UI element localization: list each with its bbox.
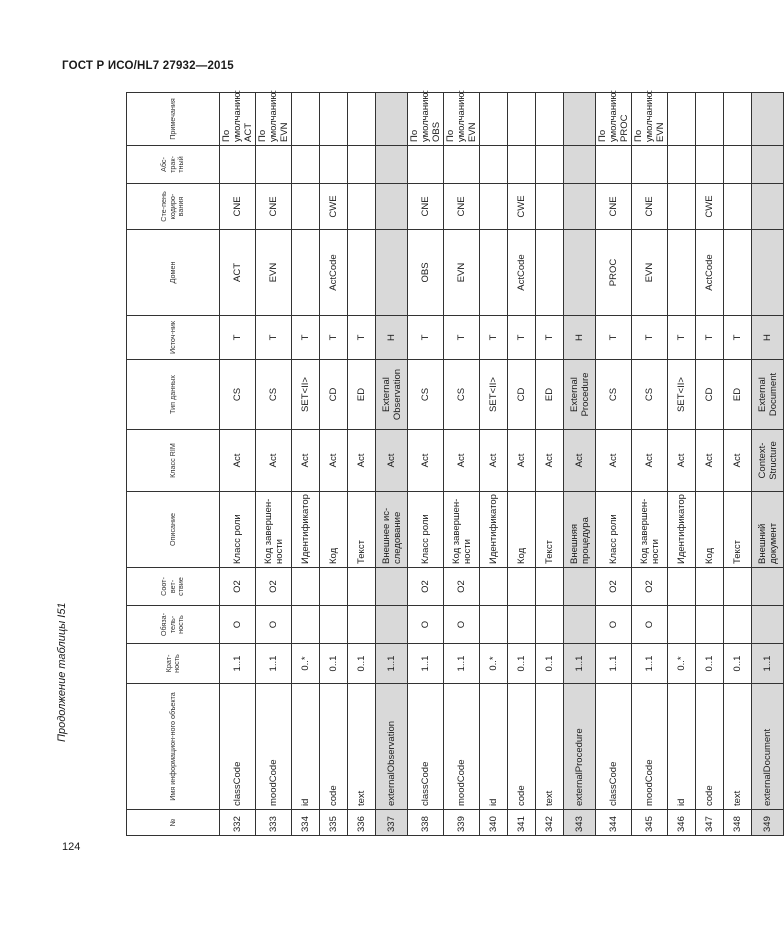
table-cell: externalDocument	[752, 684, 784, 810]
table-cell: 0..*	[668, 644, 696, 684]
table-cell: 1..1	[564, 644, 596, 684]
table-cell: T	[480, 316, 508, 360]
table-cell	[376, 606, 408, 644]
table-cell	[348, 146, 376, 184]
table-cell	[668, 606, 696, 644]
table-cell: O2	[220, 568, 256, 606]
table-cell: T	[632, 316, 668, 360]
table-cell: O2	[444, 568, 480, 606]
table-row	[408, 93, 444, 836]
table-cell	[480, 568, 508, 606]
table-cell: По умолчанию: OBS	[408, 93, 444, 146]
table-cell: Act	[376, 430, 408, 492]
table-cell: ED	[724, 360, 752, 430]
table-cell	[376, 230, 408, 316]
table-cell: id	[480, 684, 508, 810]
table-cell: Внешнее ис-следование	[376, 492, 408, 568]
table-cell	[508, 568, 536, 606]
table-cell	[376, 184, 408, 230]
table-cell	[480, 184, 508, 230]
table-cell: Класс роли	[220, 492, 256, 568]
table-cell	[696, 146, 724, 184]
table-cell: EVN	[256, 230, 292, 316]
table-cell: T	[256, 316, 292, 360]
table-cell: 336	[348, 810, 376, 836]
table-row	[596, 93, 632, 836]
table-cell	[348, 606, 376, 644]
table-cell: CNE	[632, 184, 668, 230]
table-cell: moodCode	[444, 684, 480, 810]
rotated-table-container	[126, 89, 779, 836]
table-cell: code	[508, 684, 536, 810]
table-cell: T	[348, 316, 376, 360]
table-row	[292, 93, 320, 836]
table-cell: PROC	[596, 230, 632, 316]
table-cell	[220, 146, 256, 184]
table-row	[564, 93, 596, 836]
table-cell	[668, 568, 696, 606]
table-cell: Код завершен-ности	[632, 492, 668, 568]
header-cell: Соот-вет-ствие	[127, 568, 220, 606]
table-cell: CS	[256, 360, 292, 430]
table-cell: O	[632, 606, 668, 644]
table-cell: T	[596, 316, 632, 360]
table-cell: O2	[408, 568, 444, 606]
header-cell: Домен	[127, 230, 220, 316]
table-row	[348, 93, 376, 836]
table-cell: Act	[348, 430, 376, 492]
table-cell: Act	[632, 430, 668, 492]
table-cell	[408, 146, 444, 184]
table-cell: SET<II>	[480, 360, 508, 430]
table-cell: CNE	[408, 184, 444, 230]
table-cell: CWE	[320, 184, 348, 230]
table-cell	[292, 568, 320, 606]
table-cell	[696, 568, 724, 606]
table-row	[632, 93, 668, 836]
table-cell: Текст	[724, 492, 752, 568]
table-cell: classCode	[220, 684, 256, 810]
header-cell: Абс-трак-тный	[127, 146, 220, 184]
table-cell: ActCode	[508, 230, 536, 316]
table-row	[256, 93, 292, 836]
table-cell: T	[536, 316, 564, 360]
table-cell: Код	[696, 492, 724, 568]
table-cell: 333	[256, 810, 292, 836]
table-cell	[696, 93, 724, 146]
table-cell	[724, 568, 752, 606]
table-cell: Act	[596, 430, 632, 492]
table-cell: ED	[348, 360, 376, 430]
table-cell	[536, 606, 564, 644]
table-cell: CS	[632, 360, 668, 430]
table-row	[320, 93, 348, 836]
table-cell: Act	[508, 430, 536, 492]
table-cell: EVN	[632, 230, 668, 316]
table-cell	[668, 230, 696, 316]
table-cell: classCode	[408, 684, 444, 810]
table-cell: CS	[596, 360, 632, 430]
table-row	[696, 93, 724, 836]
table-cell: Текст	[348, 492, 376, 568]
table-cell: moodCode	[632, 684, 668, 810]
table-cell	[696, 606, 724, 644]
table-cell: Идентификатор	[480, 492, 508, 568]
table-row	[376, 93, 408, 836]
table-cell: CWE	[508, 184, 536, 230]
table-cell: Act	[564, 430, 596, 492]
table-cell: text	[724, 684, 752, 810]
table-cell	[480, 606, 508, 644]
table-cell: ActCode	[696, 230, 724, 316]
table-cell	[292, 606, 320, 644]
table-cell	[752, 606, 784, 644]
table-cell	[752, 184, 784, 230]
table-row	[480, 93, 508, 836]
table-cell	[724, 230, 752, 316]
table-cell: Act	[408, 430, 444, 492]
table-cell	[320, 93, 348, 146]
table-header-row	[127, 93, 220, 836]
table-cell: text	[348, 684, 376, 810]
table-cell: T	[724, 316, 752, 360]
table-cell	[508, 606, 536, 644]
table-cell: Идентификатор	[292, 492, 320, 568]
table-cell: CD	[320, 360, 348, 430]
table-cell	[292, 230, 320, 316]
table-cell: 332	[220, 810, 256, 836]
table-cell	[564, 606, 596, 644]
table-cell	[480, 93, 508, 146]
table-cell: 341	[508, 810, 536, 836]
table-cell: Act	[220, 430, 256, 492]
table-cell: O	[596, 606, 632, 644]
table-cell: Класс роли	[596, 492, 632, 568]
table-cell: externalProcedure	[564, 684, 596, 810]
table-cell: Act	[320, 430, 348, 492]
header-cell: Сте-пень кодиро-вания	[127, 184, 220, 230]
table-cell: O	[256, 606, 292, 644]
table-cell: 342	[536, 810, 564, 836]
table-cell: 0..*	[292, 644, 320, 684]
table-cell: 346	[668, 810, 696, 836]
page-number: 124	[62, 841, 81, 853]
table-cell: По умолчанию: PROC	[596, 93, 632, 146]
table-cell: По умолчанию: ACT	[220, 93, 256, 146]
table-cell: Act	[724, 430, 752, 492]
table-cell	[668, 184, 696, 230]
table-cell	[564, 230, 596, 316]
table-cell: 1..1	[596, 644, 632, 684]
table-cell: 1..1	[752, 644, 784, 684]
table-cell: Код	[508, 492, 536, 568]
table-cell: 335	[320, 810, 348, 836]
table-cell: T	[444, 316, 480, 360]
table-cell: SET<II>	[668, 360, 696, 430]
table-cell: External Observation	[376, 360, 408, 430]
table-cell: CNE	[256, 184, 292, 230]
table-cell: 344	[596, 810, 632, 836]
table-cell	[564, 93, 596, 146]
table-cell	[376, 568, 408, 606]
table-cell: ActCode	[320, 230, 348, 316]
header-cell: Тип данных	[127, 360, 220, 430]
table-cell: 349	[752, 810, 784, 836]
table-cell	[348, 184, 376, 230]
table-cell: 0..1	[536, 644, 564, 684]
table-cell: External Document	[752, 360, 784, 430]
table-cell	[724, 606, 752, 644]
table-cell	[632, 146, 668, 184]
table-cell: classCode	[596, 684, 632, 810]
table-cell: 0..1	[724, 644, 752, 684]
table-row	[668, 93, 696, 836]
table-cell	[564, 568, 596, 606]
table-cell: Act	[668, 430, 696, 492]
table-cell: 0..1	[320, 644, 348, 684]
table-cell	[480, 230, 508, 316]
table-cell: EVN	[444, 230, 480, 316]
table-cell: CWE	[696, 184, 724, 230]
table-cell	[752, 146, 784, 184]
table-cell: Класс роли	[408, 492, 444, 568]
table-cell	[596, 146, 632, 184]
table-cell	[536, 230, 564, 316]
table-cell: H	[752, 316, 784, 360]
header-cell: №	[127, 810, 220, 836]
table-cell	[752, 568, 784, 606]
header-cell: Класс RIM	[127, 430, 220, 492]
table-cell: O2	[632, 568, 668, 606]
header-cell: Примечания	[127, 93, 220, 146]
table-cell	[724, 184, 752, 230]
table-cell: O	[220, 606, 256, 644]
header-cell: Крат-ность	[127, 644, 220, 684]
header-cell: Имя информацион-ного объекта	[127, 684, 220, 810]
table-cell	[292, 146, 320, 184]
table-cell: Внешняя процедура	[564, 492, 596, 568]
table-cell: ACT	[220, 230, 256, 316]
table-cell	[292, 93, 320, 146]
table-cell: O	[444, 606, 480, 644]
table-cell	[536, 568, 564, 606]
table-cell: 1..1	[220, 644, 256, 684]
table-cell: T	[320, 316, 348, 360]
table-cell: 343	[564, 810, 596, 836]
table-cell: T	[696, 316, 724, 360]
table-cell: 338	[408, 810, 444, 836]
table-row	[508, 93, 536, 836]
table-cell: По умолчанию: EVN	[444, 93, 480, 146]
table-caption: Продолжение таблицы I51	[56, 602, 68, 742]
table-row	[220, 93, 256, 836]
table-row	[752, 93, 784, 836]
table-cell: O2	[596, 568, 632, 606]
table-cell: SET<II>	[292, 360, 320, 430]
table-cell: code	[696, 684, 724, 810]
table-cell: text	[536, 684, 564, 810]
table-cell: Act	[256, 430, 292, 492]
table-cell: Context-Structure	[752, 430, 784, 492]
table-cell: CNE	[220, 184, 256, 230]
table-cell: 1..1	[256, 644, 292, 684]
table-cell	[752, 93, 784, 146]
table-cell: O	[408, 606, 444, 644]
table-cell	[752, 230, 784, 316]
table-cell: T	[220, 316, 256, 360]
header-cell: Обяза-тель-ность	[127, 606, 220, 644]
table-cell	[320, 568, 348, 606]
table-cell	[536, 184, 564, 230]
table-cell: CS	[444, 360, 480, 430]
table-cell: Act	[292, 430, 320, 492]
table-cell	[536, 146, 564, 184]
table-cell	[348, 230, 376, 316]
header-cell: Источ-ник	[127, 316, 220, 360]
table-cell: Act	[444, 430, 480, 492]
table-cell: Act	[696, 430, 724, 492]
table-cell: 1..1	[444, 644, 480, 684]
table-cell	[724, 146, 752, 184]
table-cell: Идентификатор	[668, 492, 696, 568]
table-cell	[256, 146, 292, 184]
table-cell: 348	[724, 810, 752, 836]
table-cell: O2	[256, 568, 292, 606]
table-cell: id	[668, 684, 696, 810]
table-cell: Код	[320, 492, 348, 568]
table-cell: 340	[480, 810, 508, 836]
table-cell: 334	[292, 810, 320, 836]
table-cell	[508, 93, 536, 146]
header-cell: Описание	[127, 492, 220, 568]
table-cell: Код завершен-ности	[444, 492, 480, 568]
table-cell: Внешний документ	[752, 492, 784, 568]
table-cell	[376, 93, 408, 146]
table-row	[724, 93, 752, 836]
table-cell	[348, 568, 376, 606]
table-cell: CS	[220, 360, 256, 430]
table-cell: External Procedure	[564, 360, 596, 430]
table-body	[220, 89, 784, 836]
table-cell: T	[292, 316, 320, 360]
table-cell: CNE	[444, 184, 480, 230]
table-cell: CS	[408, 360, 444, 430]
table-cell: Act	[536, 430, 564, 492]
table-cell	[564, 146, 596, 184]
table-cell: По умолчанию: EVN	[632, 93, 668, 146]
table-cell: externalObservation	[376, 684, 408, 810]
table-cell: CD	[696, 360, 724, 430]
table-cell: ED	[536, 360, 564, 430]
table-cell: 345	[632, 810, 668, 836]
table-row	[536, 93, 564, 836]
table-cell: 339	[444, 810, 480, 836]
table-cell	[668, 93, 696, 146]
table-cell	[536, 93, 564, 146]
table-cell: H	[376, 316, 408, 360]
table-cell	[292, 184, 320, 230]
document-header: ГОСТ Р ИСО/HL7 27932—2015	[62, 60, 234, 72]
table-cell: 337	[376, 810, 408, 836]
table-cell: T	[408, 316, 444, 360]
table-cell	[480, 146, 508, 184]
table-cell: 0..1	[348, 644, 376, 684]
table-cell: 1..1	[632, 644, 668, 684]
table-cell	[444, 146, 480, 184]
table-cell: moodCode	[256, 684, 292, 810]
table-cell: 0..1	[696, 644, 724, 684]
table-cell	[724, 93, 752, 146]
table-cell	[348, 93, 376, 146]
table-cell: Текст	[536, 492, 564, 568]
table-cell	[376, 146, 408, 184]
table-cell	[668, 146, 696, 184]
table-cell: 1..1	[408, 644, 444, 684]
table-cell: 1..1	[376, 644, 408, 684]
table-cell: 347	[696, 810, 724, 836]
table-cell: T	[508, 316, 536, 360]
table-cell: По умолчанию: EVN	[256, 93, 292, 146]
table-cell: CNE	[596, 184, 632, 230]
table-cell: 0..*	[480, 644, 508, 684]
table-cell	[320, 606, 348, 644]
data-table	[126, 89, 784, 836]
table-cell: OBS	[408, 230, 444, 316]
table-cell: Act	[480, 430, 508, 492]
table-cell: id	[292, 684, 320, 810]
table-cell: H	[564, 316, 596, 360]
table-row	[444, 93, 480, 836]
table-cell: T	[668, 316, 696, 360]
table-cell	[508, 146, 536, 184]
table-cell	[320, 146, 348, 184]
table-cell	[564, 184, 596, 230]
table-cell: Код завершен-ности	[256, 492, 292, 568]
table-cell: CD	[508, 360, 536, 430]
table-cell: code	[320, 684, 348, 810]
table-cell: 0..1	[508, 644, 536, 684]
